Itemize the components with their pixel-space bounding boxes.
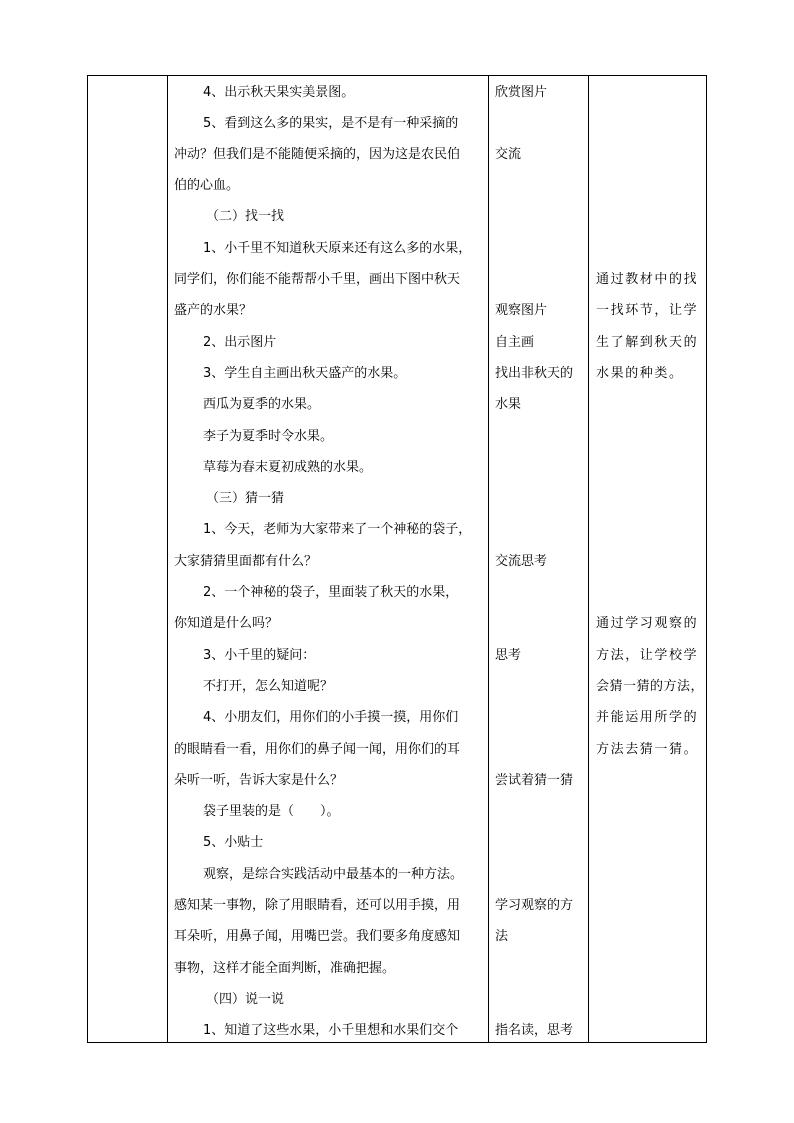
design-intent: 生了解到秋天的 [596, 335, 699, 350]
design-intent: 会猜一猜的方法， [596, 679, 705, 694]
content-line: 4、出示秋天果实美景图。 [203, 85, 355, 100]
design-intent: 通过学习观察的 [596, 616, 699, 631]
design-intent: 方法，让学校学 [596, 648, 699, 663]
section-heading: （二）找一找 [206, 209, 285, 224]
design-intent: 一找环节，让学 [596, 303, 699, 318]
column-divider [588, 76, 589, 1042]
content-line: 1、今天，老师为大家带来了一个神秘的袋子， [203, 522, 472, 537]
design-intent: 并能运用所学的 [596, 710, 699, 725]
lesson-plan-table [87, 75, 707, 1043]
content-line: 观察，是综合实践活动中最基本的一种方法。 [203, 867, 464, 882]
column-divider [488, 76, 489, 1042]
column-divider [167, 76, 168, 1042]
student-activity: 自主画 [495, 335, 535, 350]
content-line: 的眼睛看一看，用你们的鼻子闻一闻，用你们的耳 [174, 742, 461, 757]
design-intent: 方法去猜一猜。 [596, 742, 699, 757]
content-line: 伯的心血。 [174, 178, 240, 193]
section-heading: （四）说一说 [206, 992, 285, 1007]
student-activity: 找出非秋天的 [495, 366, 574, 381]
student-activity: 思考 [495, 648, 522, 663]
student-activity: 交流思考 [495, 554, 548, 569]
design-intent: 水果的种类。 [596, 366, 684, 381]
content-line: 李子为夏季时令水果。 [203, 429, 334, 444]
section-heading: （三）猜一猜 [206, 491, 285, 506]
content-line: 冲动？但我们是不能随便采摘的，因为这是农民伯 [174, 147, 461, 162]
content-line: 5、看到这么多的果实，是不是有一种采摘的 [203, 116, 459, 131]
content-line: 3、学生自主画出秋天盛产的水果。 [203, 366, 407, 381]
content-line: 大家猜猜里面都有什么？ [174, 554, 318, 569]
content-line: 3、小千里的疑问： [203, 648, 316, 663]
student-activity: 法 [495, 929, 509, 944]
student-activity: 交流 [495, 147, 522, 162]
content-line: 2、出示图片 [203, 335, 277, 350]
content-line: 不打开，怎么知道呢？ [203, 679, 334, 694]
content-line: 耳朵听，用鼻子闻，用嘴巴尝。我们要多角度感知 [174, 929, 461, 944]
content-line: 朵听一听，告诉大家是什么？ [174, 773, 344, 788]
content-line: 4、小朋友们，用你们的小手摸一摸，用你们 [203, 710, 459, 725]
content-line: 袋子里装的是（ ）。 [203, 804, 340, 819]
content-line: 1、知道了这些水果，小千里想和水果们交个 [203, 1023, 459, 1038]
content-line: 2、一个神秘的袋子，里面装了秋天的水果， [203, 585, 459, 600]
content-line: 盛产的水果？ [174, 303, 253, 318]
content-line: 感知某一事物，除了用眼睛看，还可以用手摸，用 [174, 898, 461, 913]
student-activity: 观察图片 [495, 303, 548, 318]
content-line: 5、小贴士 [203, 835, 264, 850]
content-line: 1、小千里不知道秋天原来还有这么多的水果， [203, 241, 472, 256]
student-activity: 水果 [495, 397, 522, 412]
design-intent: 通过教材中的找 [596, 272, 699, 287]
student-activity: 欣赏图片 [495, 85, 548, 100]
content-line: 草莓为春末夏初成熟的水果。 [203, 460, 373, 475]
student-activity: 学习观察的方 [495, 898, 574, 913]
content-line: 你知道是什么吗？ [174, 616, 279, 631]
student-activity: 尝试着猜一猜 [495, 773, 574, 788]
student-activity: 指名读，思考 [495, 1023, 574, 1038]
content-line: 同学们，你们能不能帮帮小千里，画出下图中秋天 [174, 272, 461, 287]
content-line: 西瓜为夏季的水果。 [203, 397, 321, 412]
content-line: 事物，这样才能全面判断，准确把握。 [174, 961, 396, 976]
